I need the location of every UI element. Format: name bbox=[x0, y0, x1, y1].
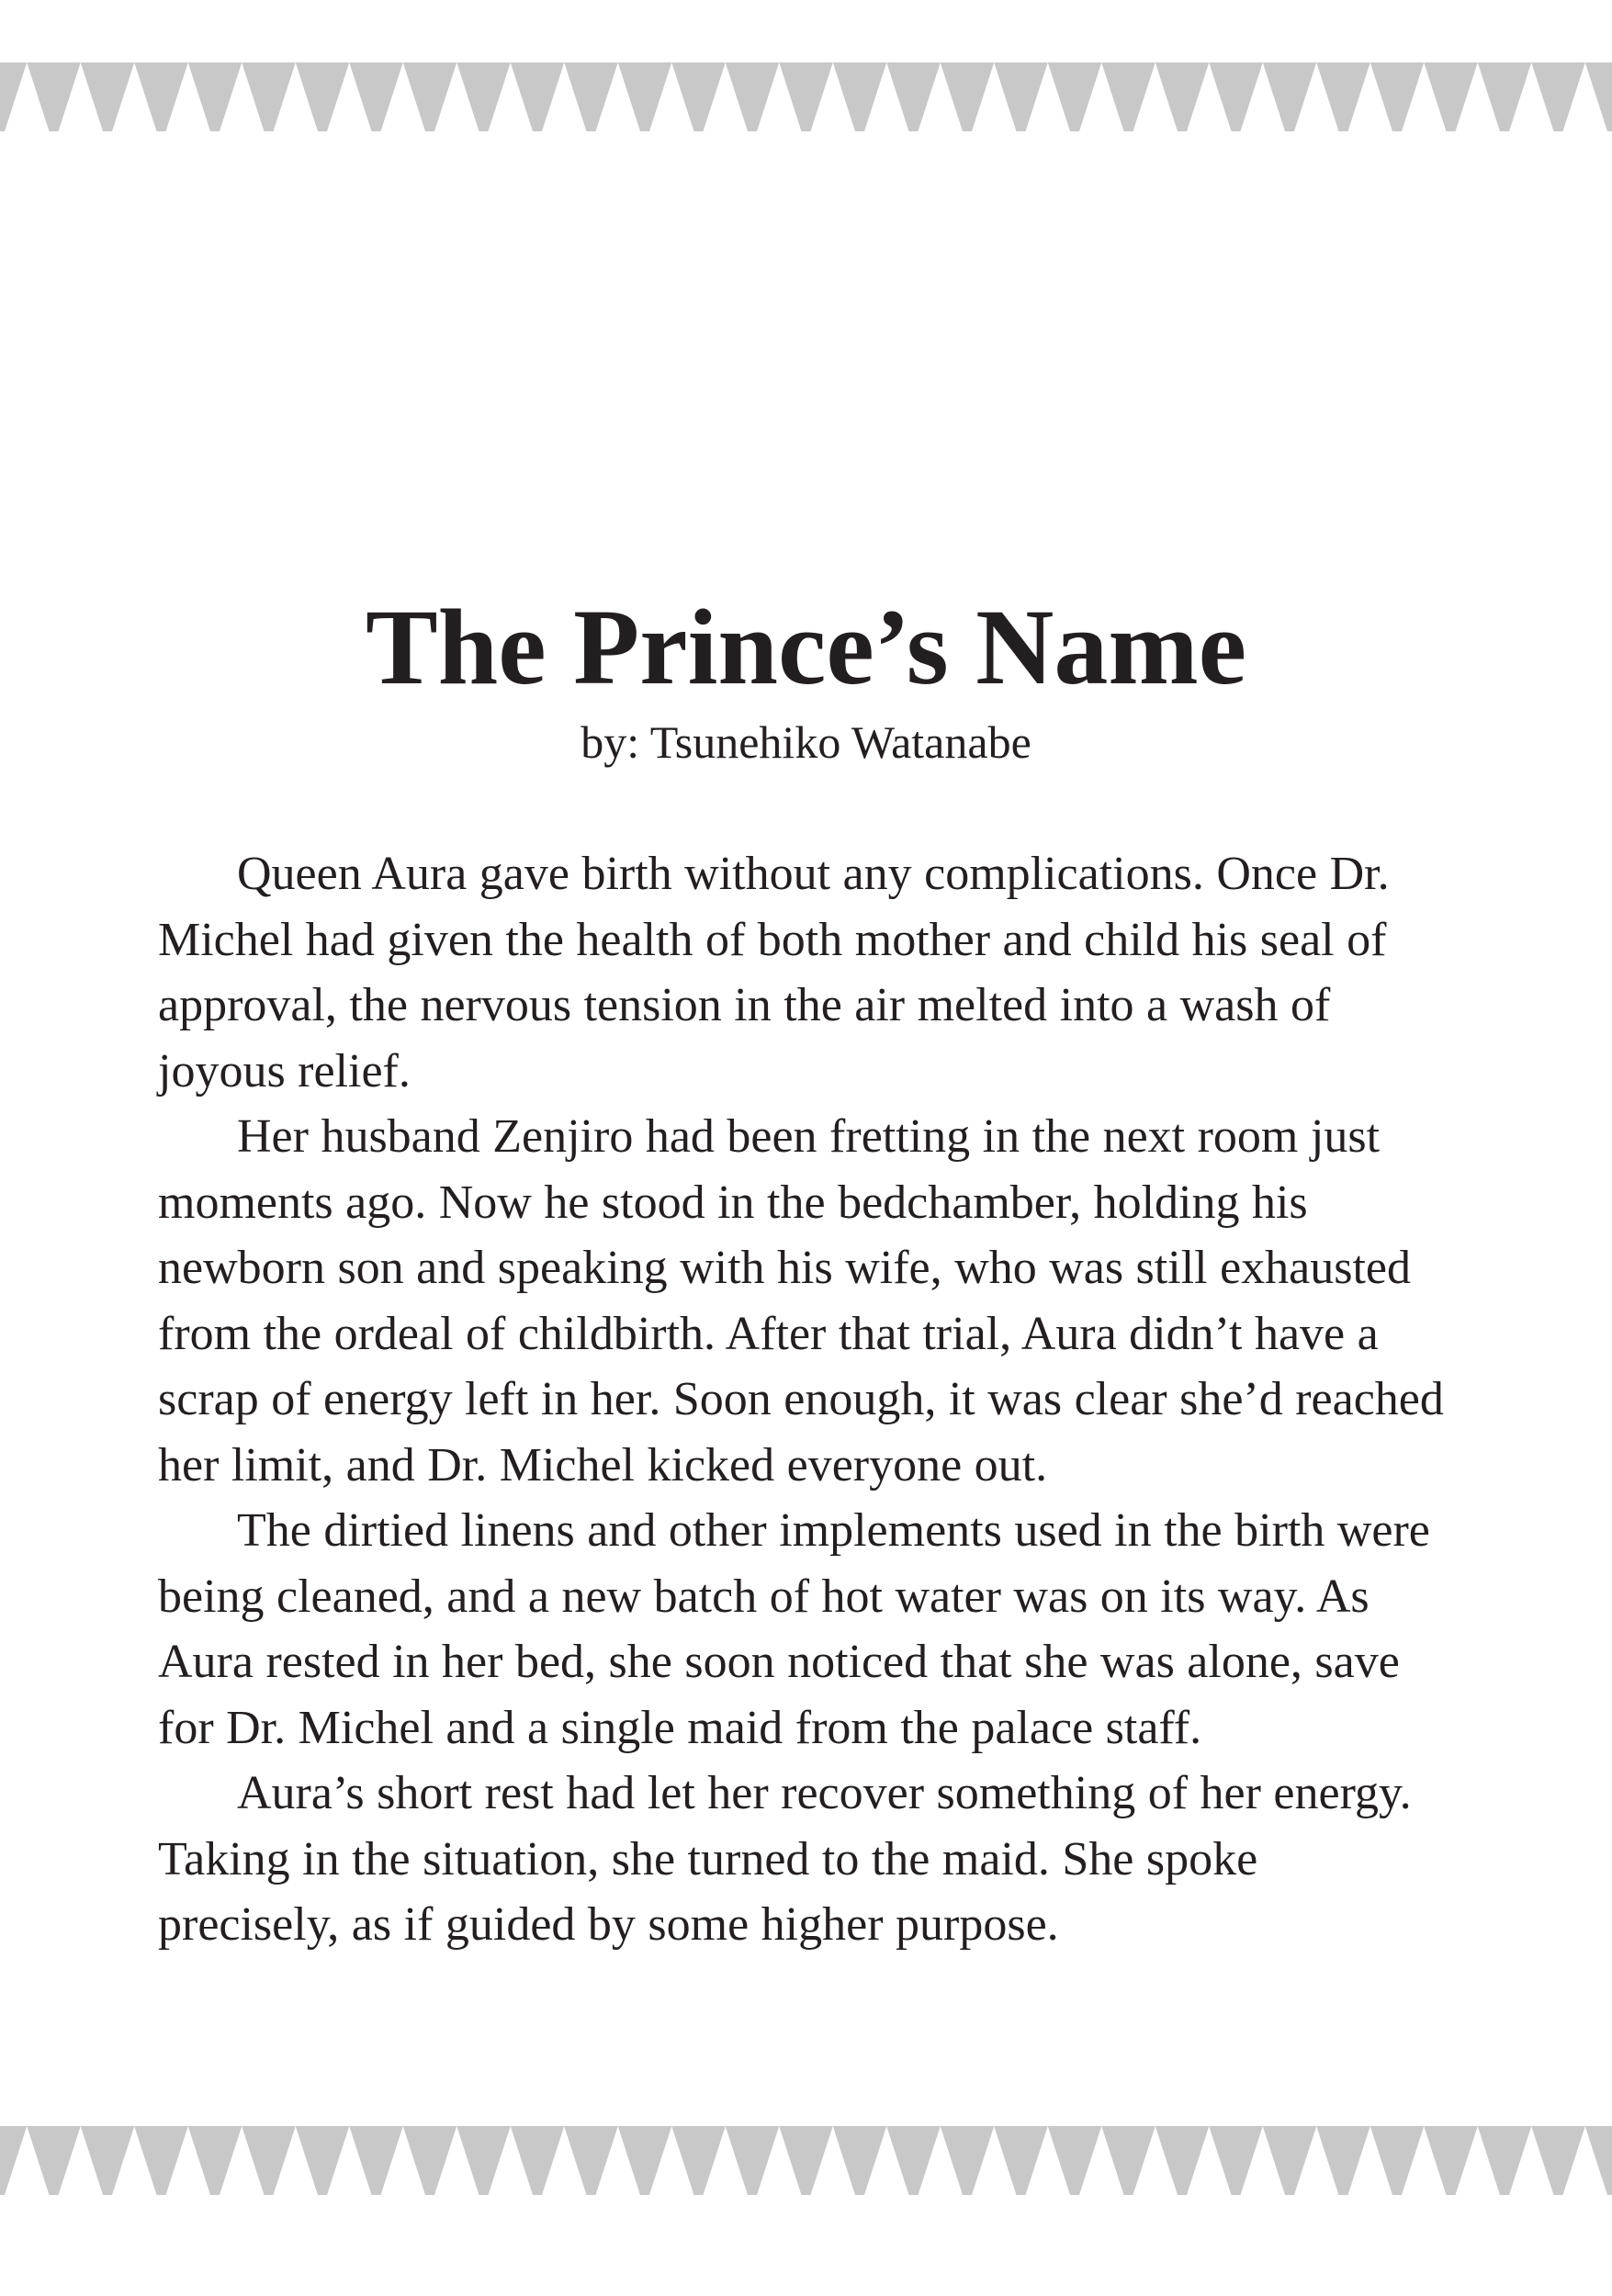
top-triangle-pattern bbox=[0, 62, 1612, 131]
paragraph-2: Her husband Zenjiro had been fretting in the next room just moments ago. Now he stood in the bedchamber, holding his newborn son and speaking with his wife, who was still exhausted from the ordeal of childbirth. After that trial, Aura didn’t have a scrap of energy left in her. Soon enough, it was clear she’d reached her limit, and Dr. Michel kicked everyone out. bbox=[158, 1110, 1444, 1491]
paragraph-1: Queen Aura gave birth without any complications. Once Dr. Michel had given the health of both mother and child his seal of approval, the nervous tension in the air melted into a wash of joyous relief. bbox=[158, 848, 1390, 1097]
paragraph-4: Aura’s short rest had let her recover something of her energy. Taking in the situation, she turned to the maid. She spoke precisely, as if guided by some higher purpose. bbox=[158, 1767, 1412, 1951]
author-byline: by: Tsunehiko Watanabe bbox=[581, 716, 1031, 768]
bottom-triangle-border bbox=[0, 2126, 1612, 2195]
story-body bbox=[158, 841, 1444, 1958]
bottom-triangle-pattern bbox=[0, 2126, 1612, 2195]
paragraph-3: The dirtied linens and other implements used in the birth were being cleaned, and a new batch of hot water was on its way. As Aura rested in her bed, she soon noticed that she was alone, save for Dr. Michel and a single maid from the palace staff. bbox=[158, 1504, 1430, 1754]
top-triangle-border bbox=[0, 62, 1612, 131]
story-title: The Prince’s Name bbox=[365, 587, 1247, 707]
